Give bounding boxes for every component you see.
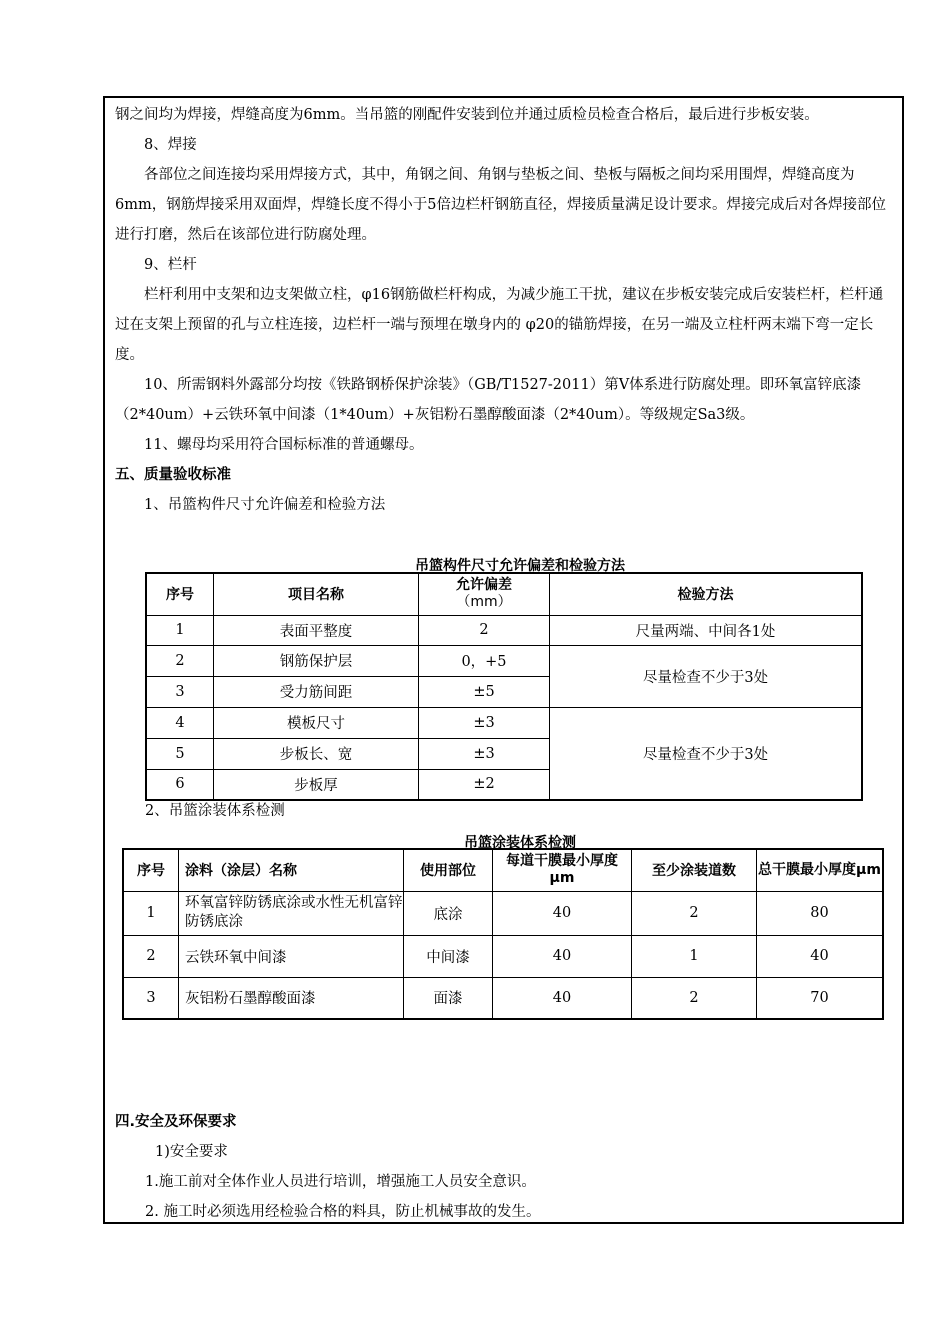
cell-item: 表面平整度: [214, 615, 419, 645]
table2-header-count: 至少涂装道数: [632, 849, 757, 891]
cell-no: 3: [123, 977, 179, 1019]
tolerance-unit: （mm）: [456, 594, 512, 611]
table2-header-part: 使用部位: [404, 849, 493, 891]
table-row: [146, 707, 862, 738]
cell-no: 6: [146, 769, 214, 800]
cell-tolerance: ±3: [419, 707, 550, 738]
table2-header-name: 涂料（涂层）名称: [179, 849, 404, 891]
cell-tolerance: 0，+5: [419, 645, 550, 676]
table1-header-tolerance: [419, 573, 550, 615]
cell-method: 尺量两端、中间各1处: [550, 615, 863, 645]
section-safety-environment: 四.安全及环保要求: [115, 1114, 237, 1130]
cell-item: 步板长、宽: [214, 738, 419, 769]
table2-header-total: 总干膜最小厚度μm: [757, 849, 884, 891]
cell-total: 80: [757, 891, 884, 935]
safety-section: [115, 1107, 895, 1227]
cell-part: 中间漆: [404, 935, 493, 977]
paragraph-welding-intro: 钢之间均为焊接，焊缝高度为6mm。当吊篮的刚配件安装到位并通过质检员检查合格后，最后进行步板安装。: [115, 107, 819, 123]
cell-part: 底涂: [404, 891, 493, 935]
cell-part: 面漆: [404, 977, 493, 1019]
table1-header-item: 项目名称: [214, 573, 419, 615]
cell-method: 尽量检查不少于3处: [550, 707, 863, 800]
cell-tolerance: ±5: [419, 676, 550, 707]
cell-no: 1: [146, 615, 214, 645]
table-row: [123, 977, 883, 1019]
cell-tolerance: ±3: [419, 738, 550, 769]
cell-item: 受力筋间距: [214, 676, 419, 707]
cell-no: 3: [146, 676, 214, 707]
table1-header-no: 序号: [146, 573, 214, 615]
coating-table: [122, 848, 884, 1020]
safety-item-1: 1.施工前对全体作业人员进行培训，增强施工人员安全意识。: [145, 1174, 536, 1190]
tolerance-label: 允许偏差: [456, 577, 512, 594]
cell-no: 2: [123, 935, 179, 977]
paragraph-railing: 栏杆利用中支架和边支架做立柱，φ16钢筋做栏杆构成，为减少施工干扰，建议在步板安装完成后安装栏杆，栏杆通过在支架上预留的孔与立柱连接，边栏杆一端与预埋在墩身内的 φ20的锚筋焊接，在另一端及立柱杆两末端下弯一定长度。: [115, 287, 884, 363]
cell-count: 2: [632, 977, 757, 1019]
cell-no: 5: [146, 738, 214, 769]
cell-total: 40: [757, 935, 884, 977]
tolerance-table: [145, 572, 863, 801]
cell-each: 40: [493, 935, 632, 977]
subheading-coating: 2、吊篮涂装体系检测: [145, 803, 285, 819]
cell-no: 4: [146, 707, 214, 738]
cell-tolerance: 2: [419, 615, 550, 645]
table-row: [123, 891, 883, 935]
table-row: [146, 615, 862, 645]
cell-count: 2: [632, 891, 757, 935]
cell-name: 环氧富锌防锈底涂或水性无机富锌防锈底涂: [179, 891, 404, 935]
table-row: [146, 645, 862, 676]
cell-item: 模板尺寸: [214, 707, 419, 738]
cell-name: 灰铝粉石墨醇酸面漆: [179, 977, 404, 1019]
cell-each: 40: [493, 977, 632, 1019]
heading-welding: 8、焊接: [144, 137, 197, 153]
cell-tolerance: ±2: [419, 769, 550, 800]
safety-item-2: 2. 施工时必须选用经检验合格的料具，防止机械事故的发生。: [145, 1204, 541, 1220]
paragraph-welding: 各部位之间连接均采用焊接方式，其中，角钢之间、角钢与垫板之间、垫板与隔板之间均采用围焊，焊缝高度为6mm，钢筋焊接采用双面焊，焊缝长度不得小于5倍边栏杆钢筋直径，焊接质量满足设计要求。焊接完成后对各焊接部位进行打磨，然后在该部位进行防腐处理。: [115, 167, 886, 243]
paragraph-anticorrosion: 10、所需钢料外露部分均按《铁路钢桥保护涂装》（GB/T1527-2011）第Ⅴ体系进行防腐处理。即环氧富锌底漆（2*40um）+云铁环氧中间漆（1*40um）+灰铝粉石墨醇酸面漆（2*40um）。等级规定Sa3级。: [115, 377, 862, 423]
cell-no: 1: [123, 891, 179, 935]
document-body: [115, 100, 895, 520]
table-row: [123, 935, 883, 977]
cell-count: 1: [632, 935, 757, 977]
paragraph-nuts: 11、螺母均采用符合国标标准的普通螺母。: [144, 437, 424, 453]
cell-item: 钢筋保护层: [214, 645, 419, 676]
cell-item: 步板厚: [214, 769, 419, 800]
cell-no: 2: [146, 645, 214, 676]
section-quality-standard: 五、质量验收标准: [115, 467, 231, 483]
table2-caption: 吊篮涂装体系检测: [464, 835, 576, 851]
subheading-tolerance: 1、吊篮构件尺寸允许偏差和检验方法: [144, 497, 386, 513]
safety-requirements-title: 1)安全要求: [155, 1144, 228, 1160]
cell-name: 云铁环氧中间漆: [179, 935, 404, 977]
table2-header-each: 每道干膜最小厚度 μm: [493, 849, 632, 891]
heading-railing: 9、栏杆: [144, 257, 197, 273]
cell-each: 40: [493, 891, 632, 935]
table2-header-no: 序号: [123, 849, 179, 891]
cell-method: 尽量检查不少于3处: [550, 645, 863, 707]
table1-header-method: 检验方法: [550, 573, 863, 615]
table1-caption: 吊篮构件尺寸允许偏差和检验方法: [415, 558, 625, 574]
cell-total: 70: [757, 977, 884, 1019]
